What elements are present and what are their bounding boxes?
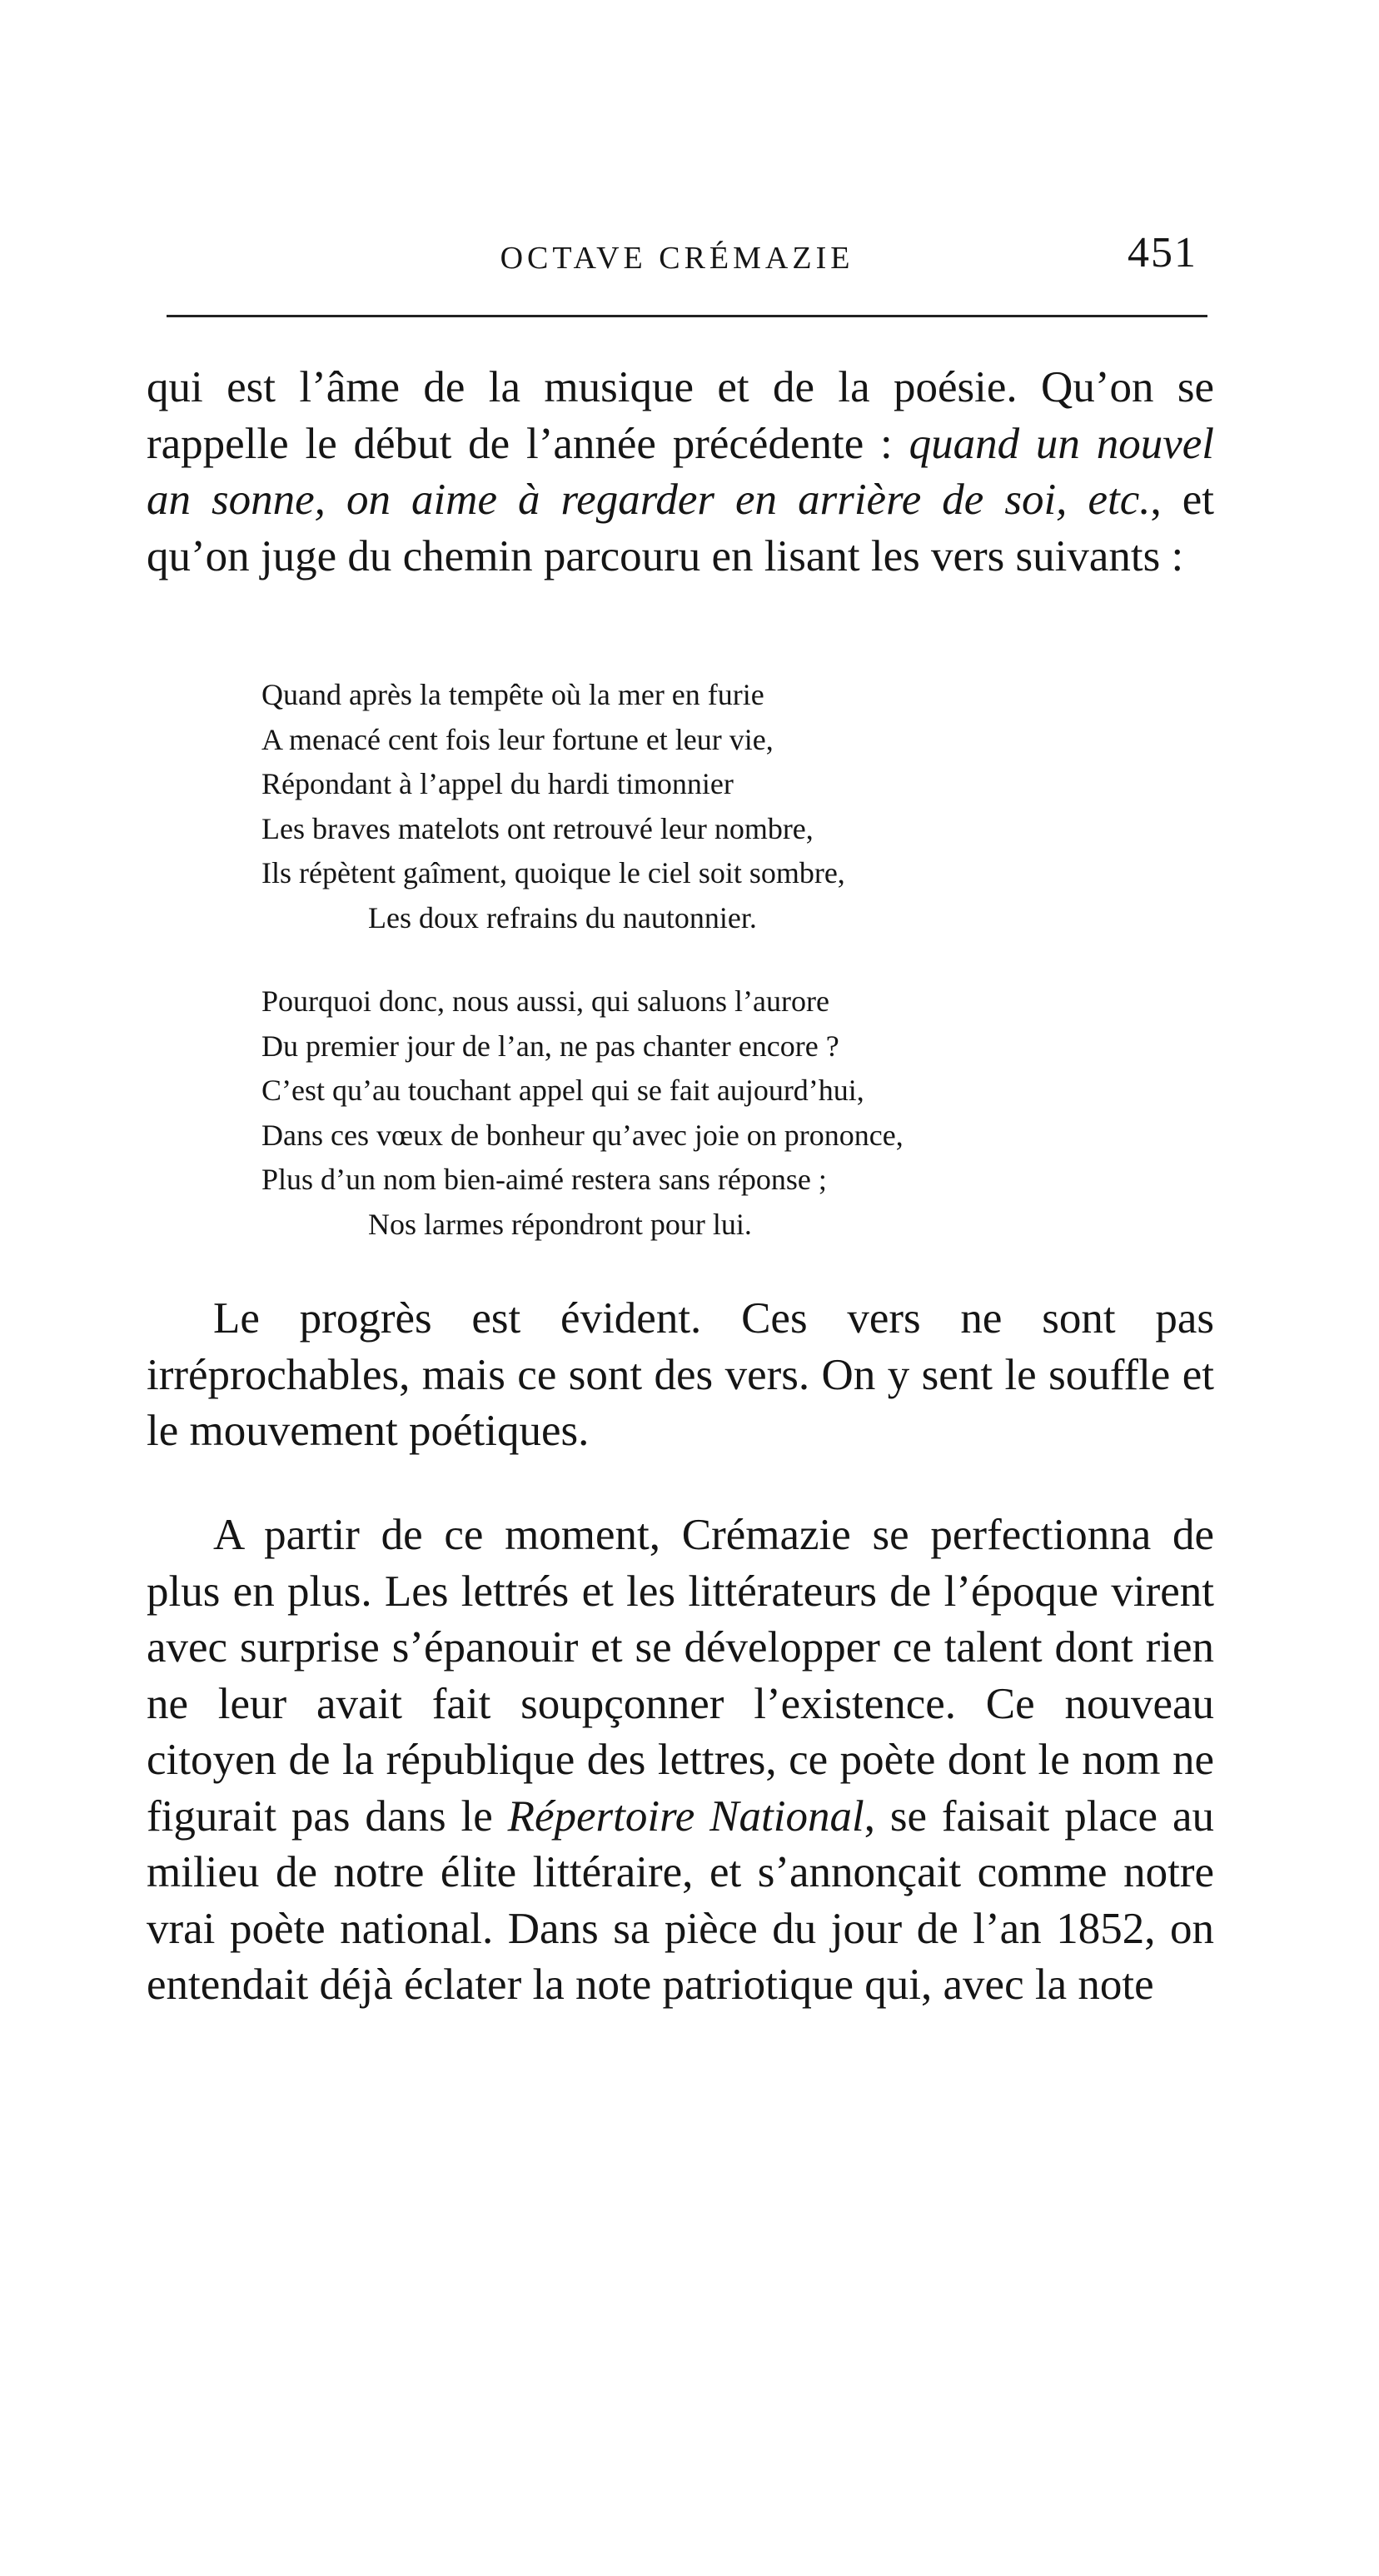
- page-header: [148, 225, 1206, 291]
- paragraph-intro-text-b: , et qu’on juge du chemin parcouru en lisant les vers suivants :: [147, 476, 1214, 580]
- verse-line-indented: Les doux refrains du nautonnier.: [368, 900, 757, 934]
- verse-line-indented: Nos larmes répondront pour lui.: [368, 1207, 752, 1241]
- verse-line: Du premier jour de l’an, ne pas chanter encore ?: [261, 1029, 839, 1063]
- verse-line: Plus d’un nom bien-aimé restera sans réponse ;: [261, 1163, 827, 1196]
- repertoire-title: Répertoire National: [507, 1791, 864, 1841]
- paragraph-intro: [147, 360, 1214, 585]
- verse-line: A menacé cent fois leur fortune et leur vie,: [261, 722, 774, 756]
- verse-line: Les braves matelots ont retrouvé leur nombre,: [261, 811, 814, 845]
- verse-line: Quand après la tempête où la mer en furie: [261, 678, 764, 711]
- running-title: OCTAVE CRÉMAZIE: [500, 241, 854, 276]
- paragraph-cremazie-text-b: , se faisait place au milieu de notre élite littéraire, et s’annonçait comme notre vrai poète national. Dans sa pièce du jour de l’an 1852, on entendait déjà éclater la note patriotique qui, avec la note: [147, 1791, 1214, 2009]
- paragraph-intro-quote: quand un nouvel an sonne, on aime à regarder en arrière de soi, etc.: [147, 419, 1215, 524]
- paragraph-intro-text-a: qui est l’âme de la musique et de la poésie. Qu’on se rappelle le début de l’année précédente :: [147, 363, 1214, 468]
- poem-stanza-2: [261, 979, 1177, 1247]
- paragraph-progress: Le progrès est évident. Ces vers ne sont pas irréprochables, mais ce sont des vers. On y sent le souffle et le mouvement poétiques.: [147, 1294, 1214, 1455]
- page-number: 451: [1128, 229, 1197, 277]
- verse-line: Dans ces vœux de bonheur qu’avec joie on prononce,: [261, 1118, 904, 1152]
- verse-line: Pourquoi donc, nous aussi, qui saluons l’aurore: [261, 984, 829, 1018]
- paragraph-cremazie-text-a: A partir de ce moment, Crémazie se perfectionna de plus en plus. Les lettrés et les littérateurs de l’époque virent avec surprise s’épanouir et se développer ce talent dont rien ne leur avait fait soupçonner l’existence. Ce nouveau citoyen de la république des lettres, ce poète dont le nom ne figurait pas dans le: [147, 1511, 1214, 1841]
- verse-line: C’est qu’au touchant appel qui se fait aujourd’hui,: [261, 1074, 864, 1107]
- poem-stanza-1: [261, 673, 1177, 940]
- header-rule: [167, 315, 1207, 317]
- verse-line: Ils répètent gaîment, quoique le ciel soit sombre,: [261, 856, 845, 889]
- paragraph-cremazie: [147, 1507, 1214, 2014]
- verse-line: Répondant à l’appel du hardi timonnier: [261, 767, 734, 800]
